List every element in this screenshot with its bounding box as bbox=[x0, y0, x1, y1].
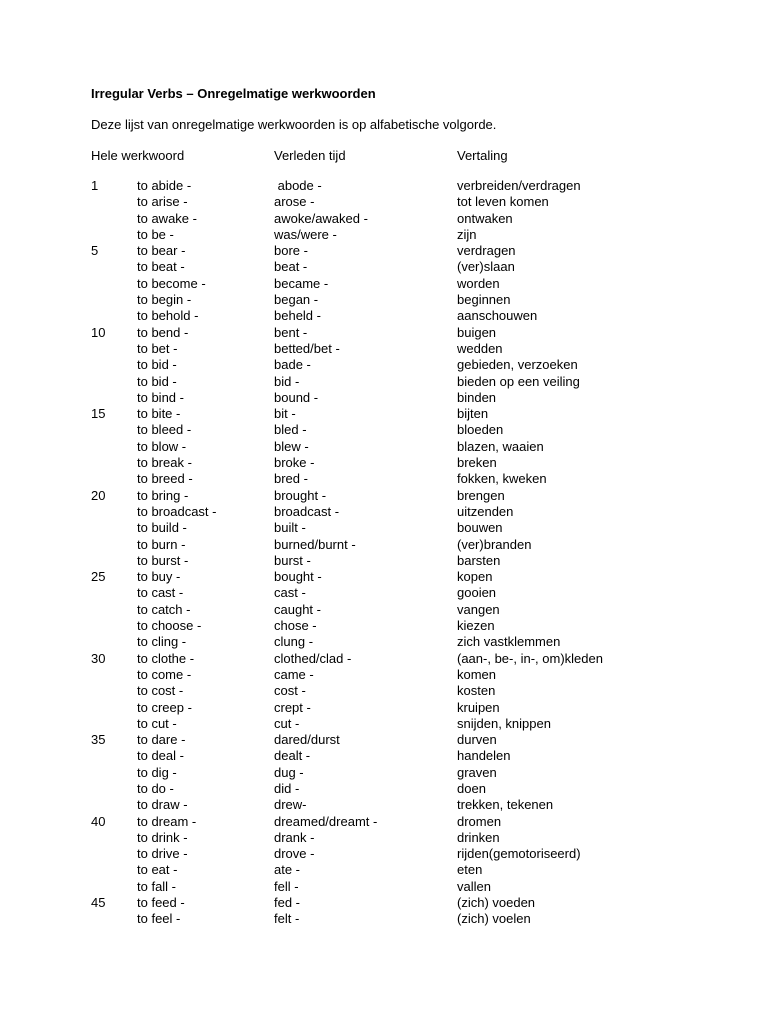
verb-translation: vangen bbox=[457, 601, 500, 617]
document-title: Irregular Verbs – Onregelmatige werkwoorden bbox=[91, 86, 376, 101]
verb-row bbox=[0, 651, 768, 667]
verb-translation: fokken, kweken bbox=[457, 471, 547, 487]
verb-past-tense: beheld - bbox=[274, 308, 321, 324]
row-number: 30 bbox=[91, 650, 106, 666]
verb-row bbox=[0, 879, 768, 895]
header-past-tense: Verleden tijd bbox=[274, 148, 346, 163]
verb-row bbox=[0, 797, 768, 813]
verb-infinitive: to drink - bbox=[137, 829, 188, 845]
row-number: 5 bbox=[91, 243, 99, 259]
verb-translation: uitzenden bbox=[457, 503, 514, 519]
verb-row bbox=[0, 569, 768, 585]
verb-translation: breken bbox=[457, 455, 497, 471]
verb-infinitive: to cast - bbox=[137, 585, 184, 601]
verb-translation: gooien bbox=[457, 585, 497, 601]
verb-translation: aanschouwen bbox=[457, 308, 538, 324]
verb-row bbox=[0, 585, 768, 601]
verb-row bbox=[0, 357, 768, 373]
verb-translation: komen bbox=[457, 666, 497, 682]
verb-translation: kopen bbox=[457, 569, 493, 585]
verb-past-tense: drank - bbox=[274, 829, 315, 845]
verb-translation: brengen bbox=[457, 487, 505, 503]
verb-infinitive: to drive - bbox=[137, 846, 188, 862]
verb-past-tense: did - bbox=[274, 780, 300, 796]
verb-translation: snijden, knippen bbox=[457, 715, 551, 731]
verb-row bbox=[0, 862, 768, 878]
verb-past-tense: built - bbox=[274, 520, 306, 536]
verb-past-tense: clothed/clad - bbox=[274, 650, 352, 666]
verb-past-tense: felt - bbox=[274, 911, 300, 927]
verb-row bbox=[0, 292, 768, 308]
verb-infinitive: to bid - bbox=[137, 373, 177, 389]
verb-translation: verdragen bbox=[457, 243, 516, 259]
verb-past-tense: arose - bbox=[274, 194, 315, 210]
verb-infinitive: to fall - bbox=[137, 878, 177, 894]
verb-past-tense: broadcast - bbox=[274, 503, 340, 519]
column-headers bbox=[0, 148, 768, 166]
verb-row bbox=[0, 846, 768, 862]
verb-translation: dromen bbox=[457, 813, 502, 829]
verb-row bbox=[0, 537, 768, 553]
verb-past-tense: broke - bbox=[274, 455, 315, 471]
verb-translation: barsten bbox=[457, 552, 501, 568]
verb-past-tense: caught - bbox=[274, 601, 321, 617]
row-number: 1 bbox=[91, 178, 99, 193]
verb-translation: beginnen bbox=[457, 292, 511, 308]
verb-row bbox=[0, 243, 768, 259]
row-number: 10 bbox=[91, 324, 106, 340]
verb-translation: kruipen bbox=[457, 699, 500, 715]
verb-past-tense: brought - bbox=[274, 487, 327, 503]
verb-row bbox=[0, 439, 768, 455]
verb-infinitive: to bear - bbox=[137, 243, 186, 259]
verb-row bbox=[0, 422, 768, 438]
verb-translation: (ver)slaan bbox=[457, 259, 515, 275]
verb-translation: zich vastklemmen bbox=[457, 634, 561, 650]
intro-paragraph: Deze lijst van onregelmatige werkwoorden is op alfabetische volgorde. bbox=[91, 117, 497, 132]
verb-infinitive: to creep - bbox=[137, 699, 192, 715]
verb-row bbox=[0, 553, 768, 569]
verb-past-tense: abode - bbox=[274, 178, 322, 193]
verb-row bbox=[0, 178, 768, 194]
verb-infinitive: to bite - bbox=[137, 406, 181, 422]
verb-translation: bieden op een veiling bbox=[457, 373, 580, 389]
verb-infinitive: to bring - bbox=[137, 487, 189, 503]
verb-infinitive: to draw - bbox=[137, 797, 188, 813]
verb-row bbox=[0, 683, 768, 699]
verb-row bbox=[0, 406, 768, 422]
verb-past-tense: bred - bbox=[274, 471, 308, 487]
verb-translation: bouwen bbox=[457, 520, 503, 536]
verb-translation: worden bbox=[457, 275, 500, 291]
verb-past-tense: became - bbox=[274, 275, 329, 291]
verb-past-tense: crept - bbox=[274, 699, 311, 715]
verb-translation: bloeden bbox=[457, 422, 504, 438]
verb-infinitive: to be - bbox=[137, 226, 174, 242]
verb-past-tense: bound - bbox=[274, 389, 319, 405]
verb-infinitive: to bleed - bbox=[137, 422, 192, 438]
verb-infinitive: to choose - bbox=[137, 618, 202, 634]
verb-row bbox=[0, 194, 768, 210]
verb-infinitive: to clothe - bbox=[137, 650, 195, 666]
verb-translation: wedden bbox=[457, 340, 503, 356]
verb-past-tense: bade - bbox=[274, 357, 311, 373]
verb-past-tense: burned/burnt - bbox=[274, 536, 356, 552]
row-number: 40 bbox=[91, 813, 106, 829]
verb-translation: graven bbox=[457, 764, 497, 780]
verb-translation: zijn bbox=[457, 226, 477, 242]
verb-row bbox=[0, 227, 768, 243]
verb-past-tense: came - bbox=[274, 666, 314, 682]
verb-past-tense: dared/durst bbox=[274, 732, 340, 748]
verb-past-tense: dreamed/dreamt - bbox=[274, 813, 378, 829]
verb-translation: kiezen bbox=[457, 618, 495, 634]
verb-infinitive: to cost - bbox=[137, 683, 184, 699]
verb-infinitive: to burn - bbox=[137, 536, 186, 552]
verb-list bbox=[0, 178, 768, 928]
verb-past-tense: cost - bbox=[274, 683, 306, 699]
verb-infinitive: to bend - bbox=[137, 324, 189, 340]
verb-row bbox=[0, 602, 768, 618]
verb-past-tense: bled - bbox=[274, 422, 307, 438]
verb-infinitive: to dream - bbox=[137, 813, 197, 829]
verb-infinitive: to feed - bbox=[137, 895, 185, 911]
verb-past-tense: drove - bbox=[274, 846, 315, 862]
verb-past-tense: bore - bbox=[274, 243, 308, 259]
verb-past-tense: drew- bbox=[274, 797, 307, 813]
verb-row bbox=[0, 520, 768, 536]
verb-translation: vallen bbox=[457, 878, 491, 894]
verb-infinitive: to feel - bbox=[137, 911, 181, 927]
verb-infinitive: to bet - bbox=[137, 340, 178, 356]
verb-row bbox=[0, 814, 768, 830]
verb-past-tense: beat - bbox=[274, 259, 308, 275]
verb-row bbox=[0, 341, 768, 357]
verb-row bbox=[0, 634, 768, 650]
verb-past-tense: chose - bbox=[274, 618, 317, 634]
verb-past-tense: fed - bbox=[274, 895, 301, 911]
verb-infinitive: to dare - bbox=[137, 732, 186, 748]
verb-row bbox=[0, 259, 768, 275]
verb-row bbox=[0, 308, 768, 324]
verb-infinitive: to beat - bbox=[137, 259, 185, 275]
verb-infinitive: to breed - bbox=[137, 471, 193, 487]
verb-infinitive: to burst - bbox=[137, 552, 189, 568]
verb-translation: verbreiden/verdragen bbox=[457, 178, 581, 193]
verb-past-tense: fell - bbox=[274, 878, 299, 894]
verb-translation: rijden(gemotoriseerd) bbox=[457, 846, 581, 862]
verb-translation: durven bbox=[457, 732, 497, 748]
verb-row bbox=[0, 667, 768, 683]
verb-row bbox=[0, 276, 768, 292]
verb-infinitive: to buy - bbox=[137, 569, 181, 585]
verb-translation: (zich) voeden bbox=[457, 895, 536, 911]
verb-row bbox=[0, 716, 768, 732]
verb-infinitive: to deal - bbox=[137, 748, 184, 764]
verb-infinitive: to catch - bbox=[137, 601, 191, 617]
verb-past-tense: cast - bbox=[274, 585, 306, 601]
verb-past-tense: dug - bbox=[274, 764, 304, 780]
verb-row bbox=[0, 700, 768, 716]
verb-infinitive: to eat - bbox=[137, 862, 178, 878]
verb-past-tense: bid - bbox=[274, 373, 300, 389]
verb-infinitive: to bid - bbox=[137, 357, 177, 373]
verb-translation: eten bbox=[457, 862, 483, 878]
verb-row bbox=[0, 471, 768, 487]
verb-row bbox=[0, 618, 768, 634]
verb-row bbox=[0, 911, 768, 927]
verb-infinitive: to bind - bbox=[137, 389, 184, 405]
header-infinitive: Hele werkwoord bbox=[91, 148, 185, 163]
verb-past-tense: bought - bbox=[274, 569, 322, 585]
verb-infinitive: to broadcast - bbox=[137, 503, 217, 519]
verb-translation: (ver)branden bbox=[457, 536, 532, 552]
verb-infinitive: to cut - bbox=[137, 715, 177, 731]
verb-row bbox=[0, 504, 768, 520]
verb-row bbox=[0, 488, 768, 504]
verb-past-tense: bent - bbox=[274, 324, 308, 340]
verb-infinitive: to break - bbox=[137, 455, 192, 471]
verb-translation: doen bbox=[457, 780, 486, 796]
verb-row bbox=[0, 455, 768, 471]
verb-translation: ontwaken bbox=[457, 210, 513, 226]
verb-infinitive: to build - bbox=[137, 520, 187, 536]
row-number: 35 bbox=[91, 732, 106, 748]
verb-past-tense: blew - bbox=[274, 438, 309, 454]
verb-infinitive: to do - bbox=[137, 780, 174, 796]
verb-translation: blazen, waaien bbox=[457, 438, 544, 454]
verb-past-tense: clung - bbox=[274, 634, 314, 650]
verb-translation: handelen bbox=[457, 748, 511, 764]
verb-translation: drinken bbox=[457, 829, 500, 845]
row-number: 20 bbox=[91, 487, 106, 503]
verb-row bbox=[0, 748, 768, 764]
verb-row bbox=[0, 830, 768, 846]
row-number: 45 bbox=[91, 895, 106, 911]
verb-translation: tot leven komen bbox=[457, 194, 549, 210]
verb-past-tense: ate - bbox=[274, 862, 301, 878]
verb-infinitive: to arise - bbox=[137, 194, 188, 210]
verb-row bbox=[0, 325, 768, 341]
verb-past-tense: betted/bet - bbox=[274, 340, 340, 356]
verb-translation: kosten bbox=[457, 683, 496, 699]
verb-infinitive: to dig - bbox=[137, 764, 177, 780]
verb-translation: buigen bbox=[457, 324, 497, 340]
verb-past-tense: began - bbox=[274, 292, 319, 308]
header-translation: Vertaling bbox=[457, 148, 508, 163]
verb-past-tense: cut - bbox=[274, 715, 300, 731]
verb-translation: binden bbox=[457, 389, 497, 405]
verb-infinitive: to awake - bbox=[137, 210, 197, 226]
verb-infinitive: to begin - bbox=[137, 292, 192, 308]
verb-infinitive: to become - bbox=[137, 275, 206, 291]
verb-row bbox=[0, 765, 768, 781]
verb-past-tense: bit - bbox=[274, 406, 296, 422]
verb-row bbox=[0, 374, 768, 390]
verb-infinitive: to come - bbox=[137, 666, 192, 682]
verb-translation: gebieden, verzoeken bbox=[457, 357, 578, 373]
verb-translation: trekken, tekenen bbox=[457, 797, 554, 813]
verb-translation: (aan-, be-, in-, om)kleden bbox=[457, 650, 603, 666]
verb-past-tense: burst - bbox=[274, 552, 311, 568]
row-number: 25 bbox=[91, 569, 106, 585]
verb-infinitive: to abide - bbox=[137, 178, 192, 193]
verb-row bbox=[0, 732, 768, 748]
verb-row bbox=[0, 211, 768, 227]
verb-translation: (zich) voelen bbox=[457, 911, 531, 927]
verb-past-tense: was/were - bbox=[274, 226, 337, 242]
verb-infinitive: to blow - bbox=[137, 438, 187, 454]
verb-row bbox=[0, 390, 768, 406]
verb-infinitive: to cling - bbox=[137, 634, 187, 650]
verb-translation: bijten bbox=[457, 406, 489, 422]
verb-row bbox=[0, 895, 768, 911]
verb-infinitive: to behold - bbox=[137, 308, 199, 324]
verb-past-tense: dealt - bbox=[274, 748, 311, 764]
verb-past-tense: awoke/awaked - bbox=[274, 210, 368, 226]
row-number: 15 bbox=[91, 406, 106, 422]
verb-row bbox=[0, 781, 768, 797]
